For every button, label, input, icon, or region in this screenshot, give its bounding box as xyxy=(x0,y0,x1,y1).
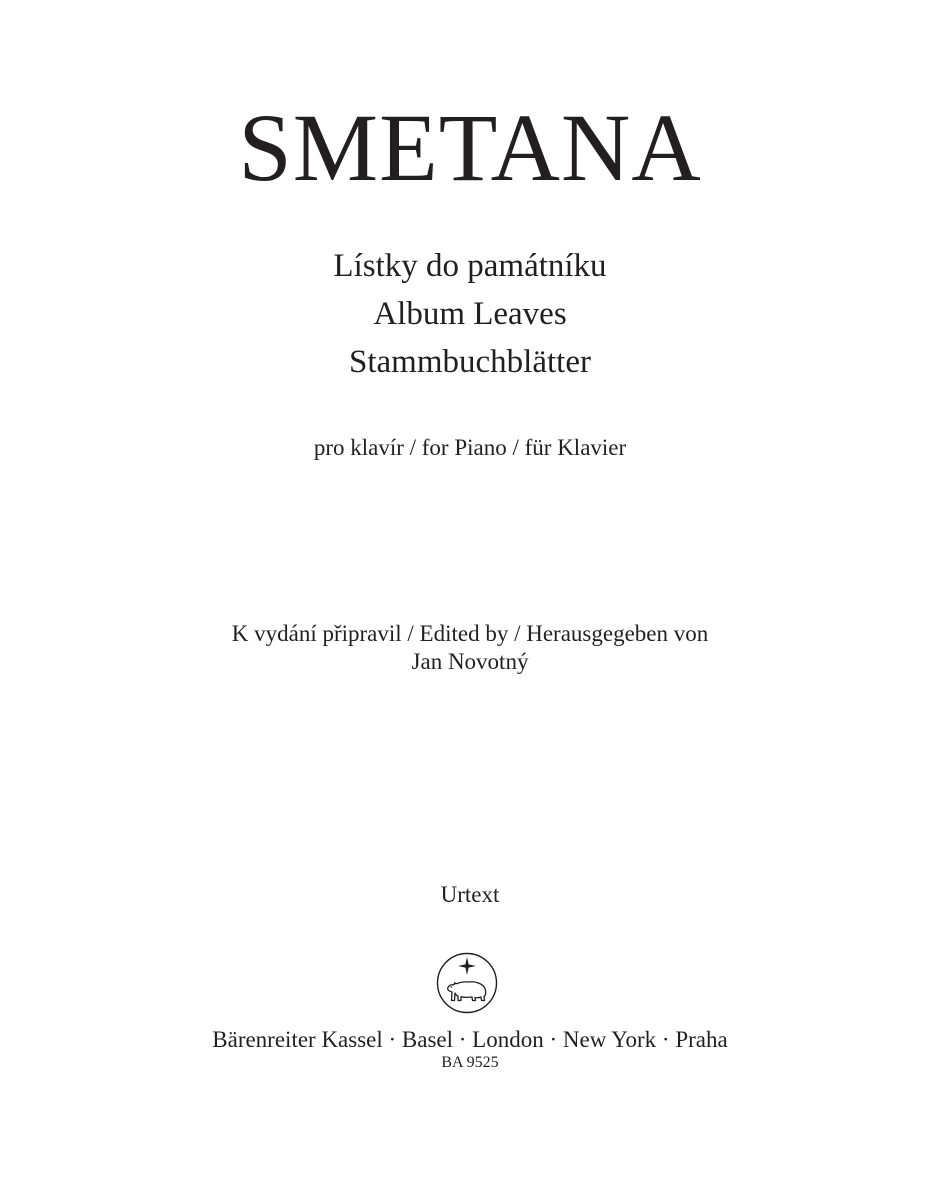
title-czech: Lístky do památníku xyxy=(333,248,607,284)
editor-label: K vydání připravil / Edited by / Herausgegeben von xyxy=(231,621,709,646)
editor-name: Jan Novotný xyxy=(411,649,529,674)
edition-type: Urtext xyxy=(440,882,500,907)
composer-name: SMETANA xyxy=(238,94,702,201)
title-english: Album Leaves xyxy=(373,296,567,332)
publisher-imprint: Bärenreiter Kassel · Basel · London · New York · Praha xyxy=(212,1027,728,1052)
instrumentation: pro klavír / for Piano / für Klavier xyxy=(313,435,627,460)
baerenreiter-bear-star-logo-icon xyxy=(436,952,498,1014)
title-german: Stammbuchblätter xyxy=(349,344,591,380)
catalog-number: BA 9525 xyxy=(441,1054,499,1071)
